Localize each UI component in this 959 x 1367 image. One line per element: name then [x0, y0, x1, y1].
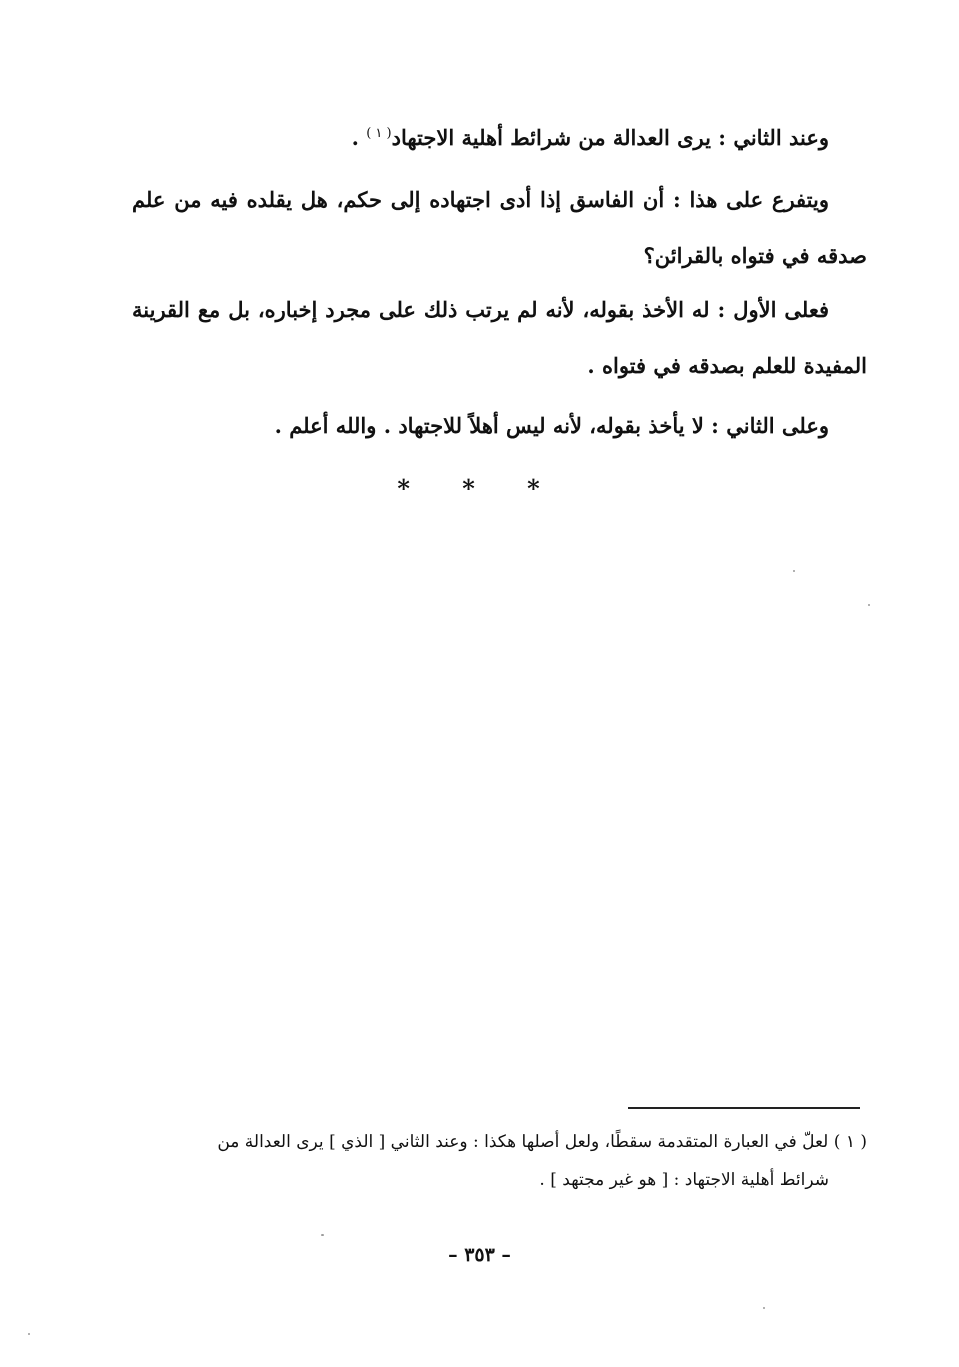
scan-speck [868, 604, 870, 606]
footnote-line-2: شرائط أهلية الاجتهاد : [ هو غير مجتهد ] . [539, 1170, 829, 1190]
paragraph-3: فعلى الأول : له الأخذ بقوله، لأنه لم يرتب ذلك على مجرد إخباره، بل مع القرينة المفيدة للعلم بصدقه في فتواه . [132, 297, 867, 378]
section-separator: * * * [397, 474, 562, 503]
paragraph-1-tail: . [351, 125, 367, 150]
footnote-divider [628, 1107, 860, 1109]
footnote [132, 1123, 867, 1199]
footnote-line-1: ( ١ ) لعلّ في العبارة المتقدمة سقطًا، ولعل أصلها هكذا : وعند الثاني [ الذي ] يرى العدالة من [217, 1132, 867, 1152]
paragraph-2: ويتفرع على هذا : أن الفاسق إذا أدى اجتهاده إلى حكم، هل يقلده فيه من علم صدقه في فتواه بالقرائن؟ [132, 187, 867, 268]
paragraph-4: وعلى الثاني : لا يأخذ بقوله، لأنه ليس أهلاً للاجتهاد . والله أعلم . [274, 413, 829, 438]
footnote-reference: ( ١ ) [366, 126, 392, 141]
scan-speck [763, 1307, 765, 1309]
scan-speck [28, 1333, 30, 1335]
page-number: – ٣٥٣ – [448, 1244, 511, 1266]
paragraph-1 [132, 106, 829, 166]
scan-speck [321, 1234, 324, 1236]
scan-speck [793, 570, 795, 572]
paragraph-1-text: وعند الثاني : يرى العدالة من شرائط أهلية الاجتهاد [391, 125, 829, 150]
